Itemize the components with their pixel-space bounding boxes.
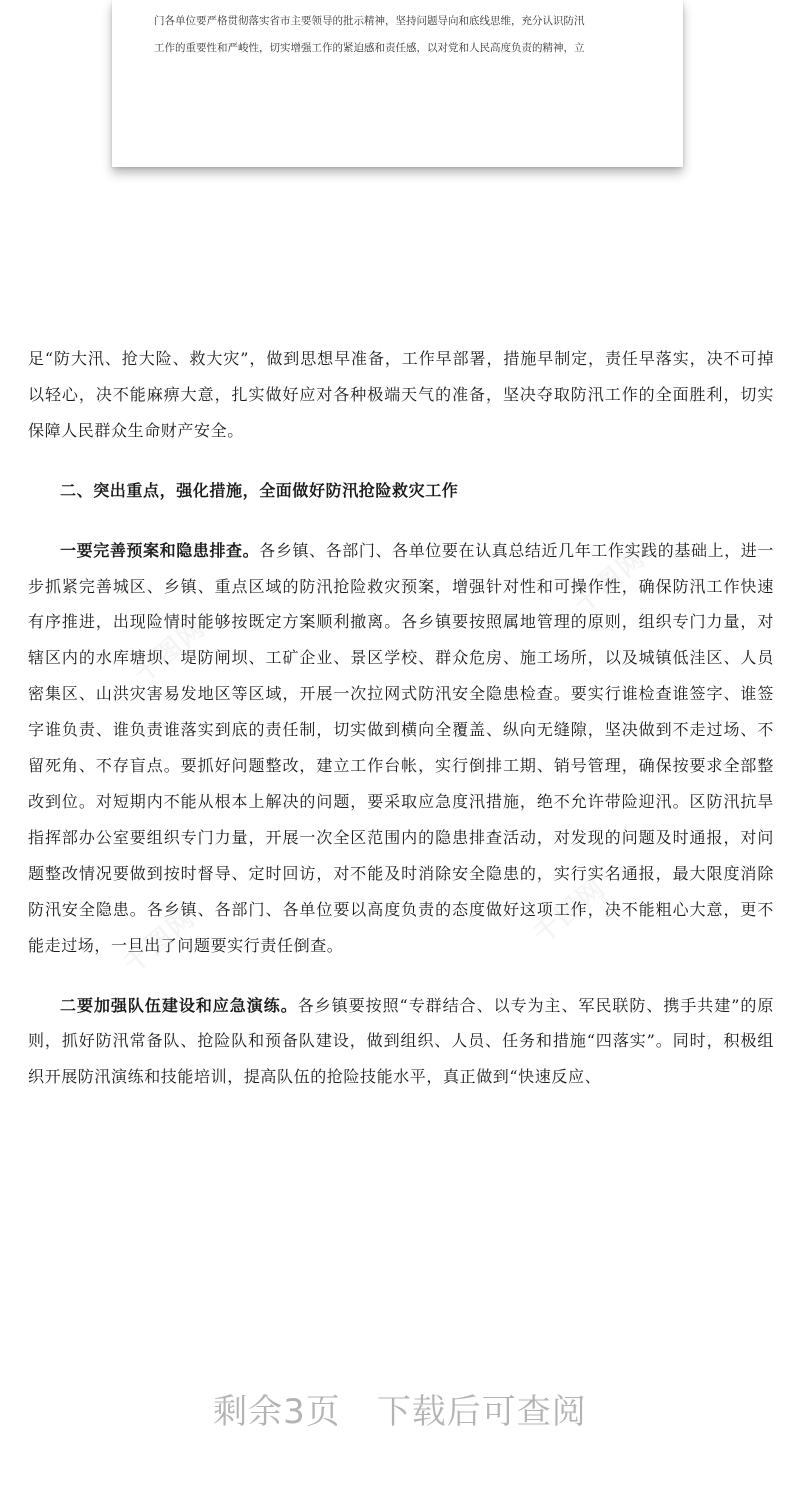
- paragraph-text: 各乡镇要按照“专群结合、以专为主、军民联防、携手共建”的原则，抓好防汛常备队、抢险队和预备队建设，做到组织、人员、任务和措施“四落实”。同时，积极组织开展防汛演练和技能培训，提高队伍的抢险技能水平，真正做到“快速反应、: [28, 995, 774, 1087]
- remaining-pages-banner[interactable]: [0, 1384, 800, 1433]
- paragraph-lead: 一要完善预案和隐患排查。: [60, 540, 260, 560]
- preview-line: 门各单位要严格贯彻落实省市主要领导的批示精神，坚持问题导向和底线思维，充分认识防汛: [154, 15, 585, 27]
- paragraph: [28, 988, 774, 1096]
- paragraph: [28, 533, 774, 964]
- remaining-pages-count: 剩余3页: [213, 1392, 341, 1432]
- section-heading: [28, 473, 774, 509]
- download-prompt: 下载后可查阅: [376, 1392, 587, 1432]
- preview-line: 工作的重要性和严峻性，切实增强工作的紧迫感和责任感，以对党和人民高度负责的精神，立: [154, 42, 585, 54]
- document-preview-card: [112, 0, 683, 167]
- paragraph-lead: 二要加强队伍建设和应急演练。: [60, 995, 298, 1015]
- heading-text: 二、突出重点，强化措施，全面做好防汛抢险救灾工作: [60, 480, 459, 500]
- paragraph-text: 各乡镇、各部门、各单位要在认真总结近几年工作实践的基础上，进一步抓紧完善城区、乡镇、重点区域的防汛抢险救灾预案，增强针对性和可操作性，确保防汛工作快速有序推进，出现险情时能够按既定方案顺利撤离。各乡镇要按照属地管理的原则，组织专门力量，对辖区内的水库塘坝、堤防闸坝、工矿企业、景区学校、群众危房、施工场所，以及城镇低洼区、人员密集区、山洪灾害易发地区等区域，开展一次拉网式防汛安全隐患检查。要实行谁检查谁签字、谁签字谁负责、谁负责谁落实到底的责任制，切实做到横向全覆盖、纵向无缝隙，坚决做到不走过场、不留死角、不存盲点。要抓好问题整改，建立工作台帐，实行倒排工期、销号管理，确保按要求全部整改到位。对短期内不能从根本上解决的问题，要采取应急度汛措施，绝不允许带险迎汛。区防汛抗旱指挥部办公室要组织专门力量，开展一次全区范围内的隐患排查活动，对发现的问题及时通报，对问题整改情况要做到按时督导、定时回访，对不能及时消除安全隐患的，实行实名通报，最大限度消除防汛安全隐患。各乡镇、各部门、各单位要以高度负责的态度做好这项工作，决不能粗心大意，更不能走过场，一旦出了问题要实行责任倒查。: [28, 540, 775, 955]
- paragraph: 足“防大汛、抢大险、救大灾”，做到思想早准备，工作早部署，措施早制定，责任早落实，决不可掉以轻心，决不能麻痹大意，扎实做好应对各种极端天气的准备，坚决夺取防汛工作的全面胜利，切实保障人民群众生命财产安全。: [28, 349, 774, 440]
- document-body: [28, 341, 774, 1095]
